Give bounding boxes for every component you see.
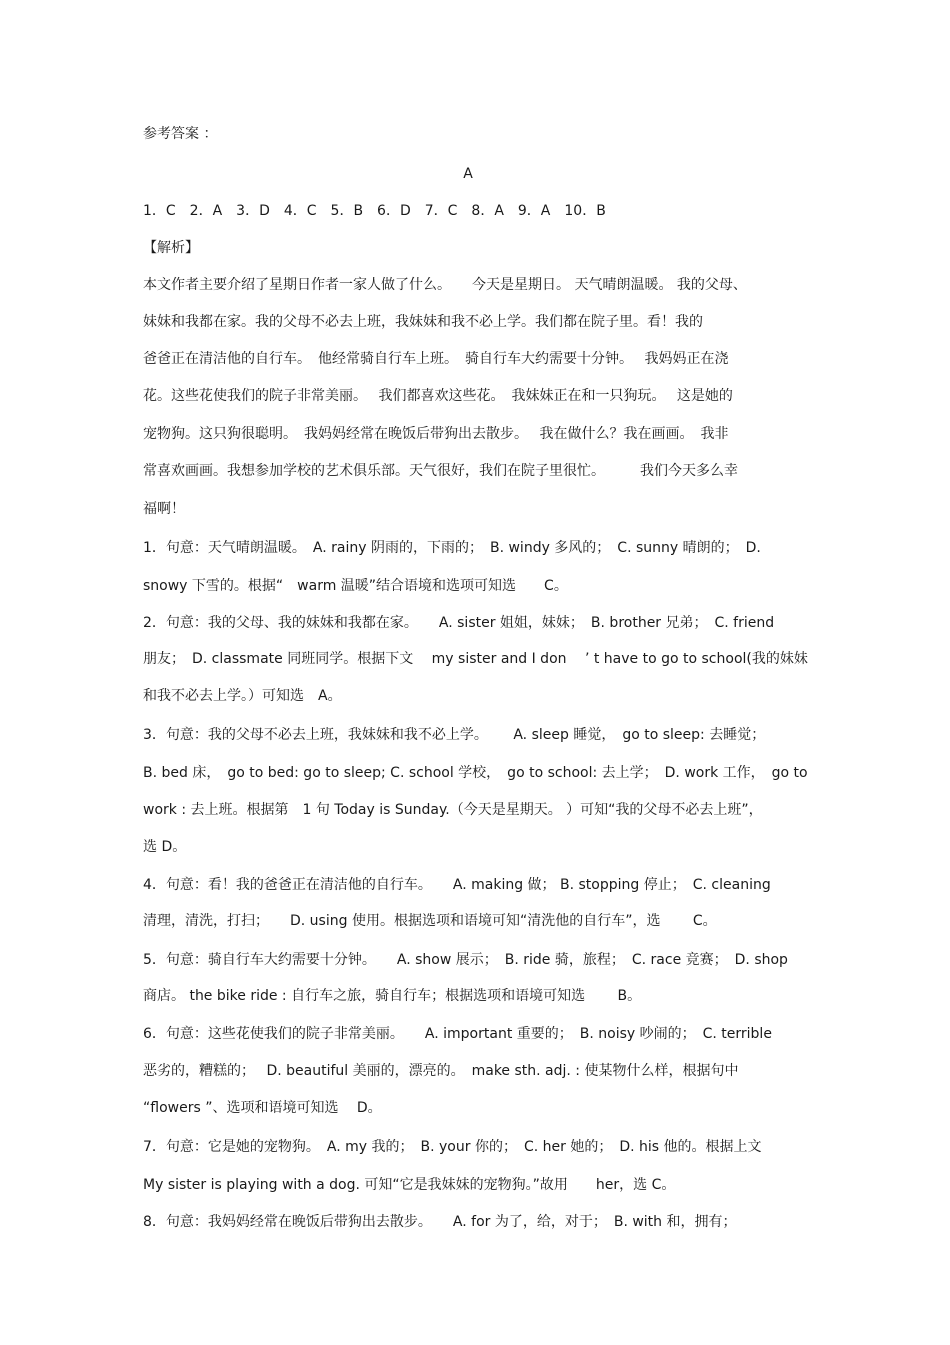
- text-line: “flowers ”、选项和语境可知选 D。: [143, 1100, 382, 1116]
- text-line: B. bed 床， go to bed: go to sleep; C. school 学校， go to school: 去上学； D. work 工作， go to: [143, 765, 808, 781]
- text-line: 8．句意：我妈妈经常在晚饭后带狗出去散步。 A. for 为了，给，对于； B. with 和，拥有；: [143, 1214, 737, 1230]
- text-line: 花。这些花使我们的院子非常美丽。 我们都喜欢这些花。 我妹妹正在和一只狗玩。 这是她的: [143, 388, 733, 404]
- text-line: 4．句意：看！我的爸爸正在清洁他的自行车。 A. making 做； B. stopping 停止； C. cleaning: [143, 877, 771, 893]
- text-line: 7．句意：它是她的宠物狗。 A. my 我的； B. your 你的； C. her 她的； D. his 他的。根据上文: [143, 1139, 762, 1155]
- section-label: A: [463, 166, 473, 182]
- text-line: 和我不必去上学。）可知选 A。: [143, 688, 342, 704]
- text-line: 常喜欢画画。我想参加学校的艺术俱乐部。天气很好，我们在院子里很忙。 我们今天多么幸: [143, 463, 738, 479]
- text-line: 清理，清洗，打扫； D. using 使用。根据选项和语境可知“清洗他的自行车”，选 C。: [143, 913, 717, 929]
- text-line: 妹妹和我都在家。我的父母不必去上班，我妹妹和我不必上学。我们都在院子里。看！我的: [143, 314, 703, 330]
- answer-heading: 参考答案 ：: [143, 126, 218, 142]
- text-line: 6．句意：这些花使我们的院子非常美丽。 A. important 重要的； B. noisy 吵闹的； C. terrible: [143, 1026, 772, 1042]
- analysis-label: 【解析】: [143, 240, 199, 256]
- text-line: 5．句意：骑自行车大约需要十分钟。 A. show 展示； B. ride 骑，旅程； C. race 竞赛； D. shop: [143, 952, 788, 968]
- text-line: work : 去上班。根据第 1 句 Today is Sunday.（今天是星期天。 ）可知“我的父母不必去上班”，: [143, 802, 763, 818]
- answers-line: 1．C 2．A 3．D 4．C 5．B 6．D 7．C 8．A 9．A 10．B: [143, 203, 606, 219]
- text-line: 2．句意：我的父母、我的妹妹和我都在家。 A. sister 姐姐，妹妹； B. brother 兄弟； C. friend: [143, 615, 775, 631]
- text-line: 选 D。: [143, 839, 187, 855]
- text-line: 本文作者主要介绍了星期日作者一家人做了什么。 今天是星期日。 天气晴朗温暖。 我的父母、: [143, 277, 747, 293]
- text-line: snowy 下雪的。根据“ warm 温暖”结合语境和选项可知选 C。: [143, 578, 568, 594]
- text-line: 朋友； D. classmate 同班同学。根据下文 my sister and I don ’ t have to go to school(我的妹妹: [143, 651, 808, 667]
- text-line: 3．句意：我的父母不必去上班，我妹妹和我不必上学。 A. sleep 睡觉， go to sleep: 去睡觉；: [143, 727, 766, 743]
- text-line: 恶劣的，糟糕的； D. beautiful 美丽的，漂亮的。 make sth. adj. : 使某物什么样，根据句中: [143, 1063, 739, 1079]
- text-line: My sister is playing with a dog. 可知“它是我妹妹的宠物狗。”故用 her，选 C。: [143, 1177, 676, 1193]
- text-line: 爸爸正在清洁他的自行车。 他经常骑自行车上班。 骑自行车大约需要十分钟。 我妈妈正在浇: [143, 351, 729, 367]
- text-line: 福啊！: [143, 501, 185, 517]
- text-line: 宠物狗。这只狗很聪明。 我妈妈经常在晚饭后带狗出去散步。 我在做什么？我在画画。 我非: [143, 426, 729, 442]
- text-line: 商店。 the bike ride : 自行车之旅，骑自行车；根据选项和语境可知选 B。: [143, 988, 642, 1004]
- text-line: 1．句意：天气晴朗温暖。 A. rainy 阴雨的，下雨的； B. windy 多风的； C. sunny 晴朗的； D.: [143, 540, 761, 556]
